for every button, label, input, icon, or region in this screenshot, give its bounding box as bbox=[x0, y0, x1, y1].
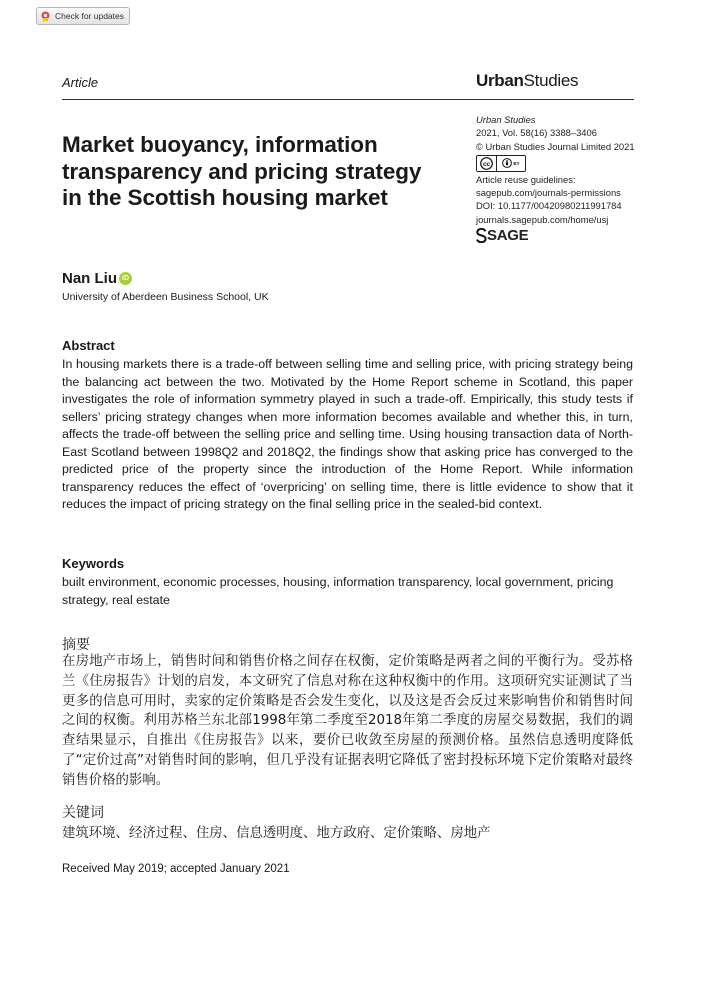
article-meta bbox=[476, 113, 646, 243]
sage-wordmark: SAGE bbox=[487, 226, 529, 244]
chinese-keywords-text: 建筑环境、经济过程、住房、信息透明度、地方政府、定价策略、房地产 bbox=[62, 826, 491, 841]
article-title: Market buoyancy, information transparency and pricing strategy in the Scottish housing market bbox=[62, 132, 422, 210]
journal-brand bbox=[476, 71, 578, 91]
meta-homepage[interactable]: journals.sagepub.com/home/usj bbox=[476, 213, 609, 225]
meta-copyright: © Urban Studies Journal Limited 2021 bbox=[476, 140, 635, 152]
author-name bbox=[62, 270, 132, 287]
attribution-icon bbox=[502, 158, 512, 169]
keywords-heading: Keywords bbox=[62, 556, 125, 571]
author-name-text: Nan Liu bbox=[62, 270, 117, 287]
abstract-text: In housing markets there is a trade-off between selling time and selling price, with pricing strategy being the balancing act between the two. Motivated by the Home Report scheme in Scotland, this paper investigates the role of information symmetry played in such a trade-off. Empirically, this study tests if sellers’ pricing strategy changes when more information becomes available and whether this, in turn, affects the trade-off between the selling price and selling time. Using housing transaction data of North-East Scotland between 1998Q2 and 2018Q2, the findings show that asking price has converged to the predicted price of the property since the introduction of the Home Report. While information transparency reduces the effect of ‘overpricing’ on selling time, there is little evidence to show that it reduces the impact of pricing strategy on the final selling price in the sealed-bid context. bbox=[62, 357, 633, 511]
meta-reuse-link[interactable]: sagepub.com/journals-permissions bbox=[476, 187, 621, 199]
check-for-updates-button[interactable] bbox=[36, 7, 130, 25]
check-for-updates-label: Check for updates bbox=[55, 11, 124, 21]
meta-reuse: Article reuse guidelines: bbox=[476, 173, 576, 185]
creative-commons-icon bbox=[480, 157, 493, 170]
chinese-keywords-heading: 关键词 bbox=[62, 805, 104, 821]
meta-volume: 2021, Vol. 58(16) 3388–3406 bbox=[476, 127, 597, 139]
brand-bold: Urban bbox=[476, 71, 524, 90]
cc-license-label: BY bbox=[513, 160, 520, 166]
sage-mark-icon bbox=[476, 228, 487, 243]
header-rule bbox=[62, 99, 634, 100]
meta-doi[interactable]: DOI: 10.1177/00420980211991784 bbox=[476, 200, 622, 212]
chinese-abstract-text: 在房地产市场上，销售时间和销售价格之间存在权衡，定价策略是两者之间的平衡行为。受苏格兰《住房报告》计划的启发，本文研究了信息对称在这种权衡中的作用。这项研究实证测试了当更多的信息可用时，卖家的定价策略是否会发生变化，以及这是否会反过来影响售价和销售时间之间的权衡。利用苏格兰东北部1998年第二季度至2018年第二季度的房屋交易数据，我们的调查结果显示，自推出《住房报告》以来，要价已收敛至房屋的预测价格。虽然信息透明度降低了“定价过高”对销售时间的影响，但几乎没有证据表明它降低了密封投标环境下定价策略对最终销售价格的影响。 bbox=[62, 654, 633, 788]
chinese-abstract-heading: 摘要 bbox=[62, 637, 90, 653]
author-affiliation: University of Aberdeen Business School, UK bbox=[62, 291, 269, 303]
meta-journal: Urban Studies bbox=[476, 114, 536, 125]
keywords-text: built environment, economic processes, housing, information transparency, local government, pricing strategy, real estate bbox=[62, 575, 614, 607]
brand-rest: Studies bbox=[523, 71, 579, 90]
bookmark-ribbon-icon bbox=[41, 11, 50, 22]
cc-license-badge[interactable] bbox=[476, 155, 526, 172]
orcid-icon[interactable]: iD bbox=[119, 272, 132, 285]
article-type-label: Article bbox=[62, 75, 99, 90]
abstract-heading: Abstract bbox=[62, 338, 115, 353]
sage-logo bbox=[476, 228, 646, 243]
svg-text:cc: cc bbox=[482, 160, 491, 168]
received-dates: Received May 2019; accepted January 2021 bbox=[62, 863, 290, 875]
